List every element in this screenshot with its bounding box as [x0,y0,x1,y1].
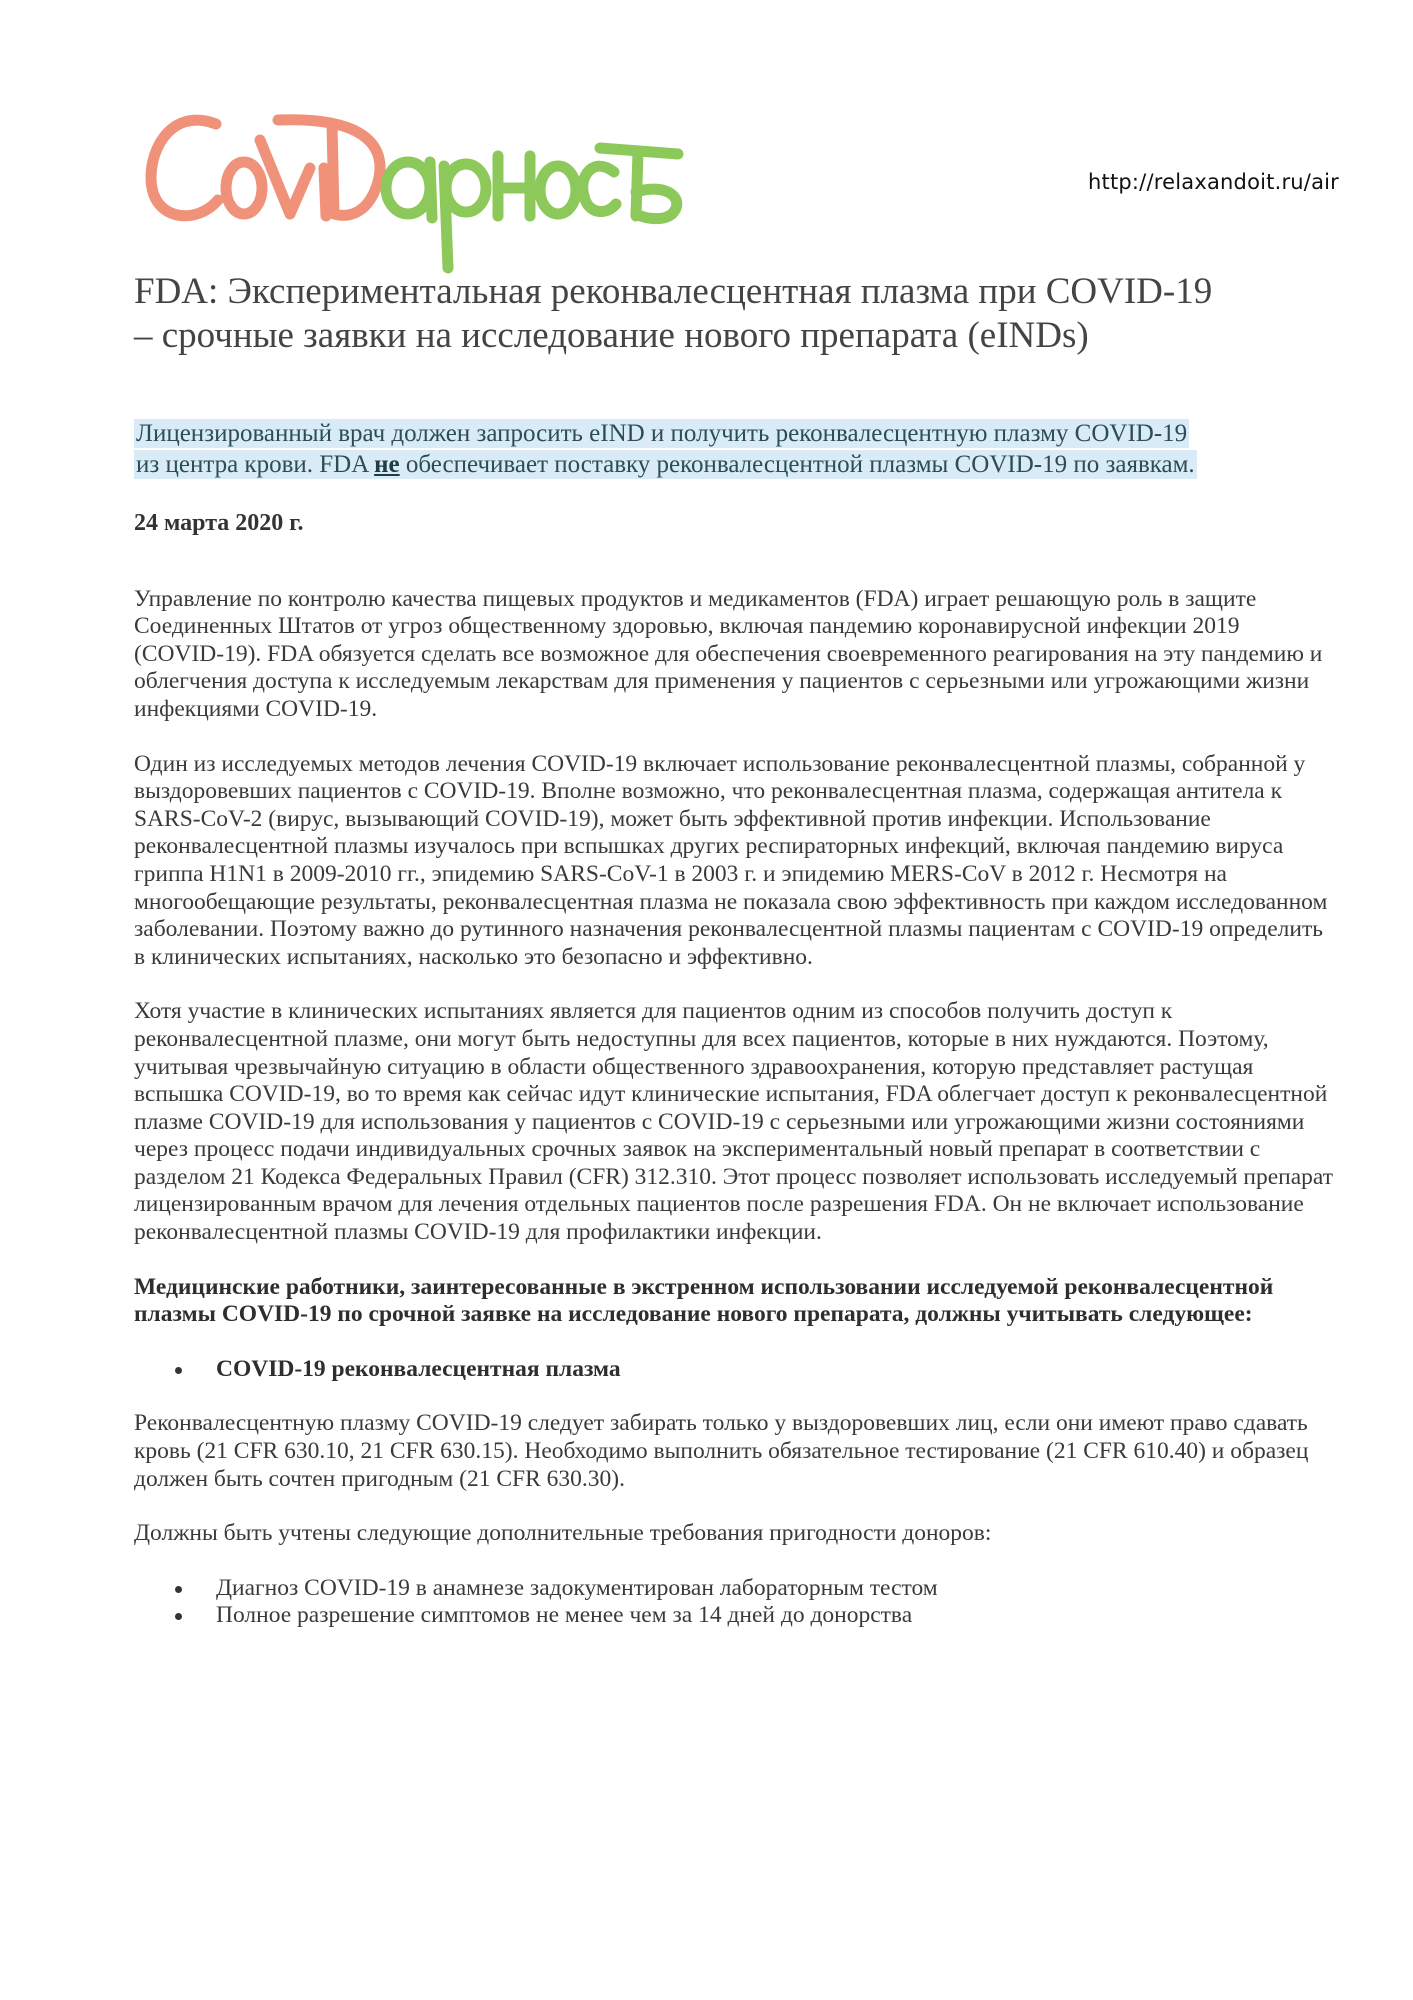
page-title [134,270,1334,358]
notice-line-2-end: обеспечивает поставку реконвалесцентной плазмы COVID-19 по заявкам. [399,451,1195,478]
section-bullet-list [134,1356,1334,1384]
donor-requirement-item: Полное разрешение симптомов не менее чем за 14 дней до донорства [216,1602,1334,1630]
paragraph-convalescent-plasma: Один из исследуемых методов лечения COVID-19 включает использование реконвалесцентной плазмы, собранной у выздоровевших пациентов с COVID-19. Вполне возможно, что реконвалесцентная плазма, содержащая антитела к SARS-CoV-2 (вирус, вызывающий COVID-19), может быть эффективной против инфекции. Использование реконвалесцентной плазмы изучалось при вспышках других респираторных инфекций, включая пандемию вируса гриппа H1N1 в 2009-2010 гг., эпидемию SARS-CoV-1 в 2003 г. и эпидемию MERS-CoV в 2012 г. Несмотря на многообещающие результаты, реконвалесцентная плазма не показала свою эффективность при каждом исследованном заболевании. Поэтому важно до рутинного назначения реконвалесцентной плазмы пациентам с COVID-19 определить в клинических испытаниях, насколько это безопасно и эффективно. [134,750,1328,970]
notice-line-1: Лицензированный врач должен запросить eIND и получить реконвалесцентную плазму COVID-19 [136,420,1188,447]
notice-emphasis: не [374,451,400,478]
paragraph-clinical-trials: Хотя участие в клинических испытаниях является для пациентов одним из способов получить доступ к реконвалесцентной плазме, они могут быть недоступны для всех пациентов, которые в них нуждаются. Поэтому, учитывая чрезвычайную ситуацию в области общественного здравоохранения, которую представляет растущая вспышка COVID-19, во то время как сейчас идут клинические испытания, FDA облегчает доступ к реконвалесцентной плазме COVID-19 для использования у пациентов с COVID-19 с серьезными или угрожающими жизни состояниями через процесс подачи индивидуальных срочных заявок на экспериментальный новый препарат в соответствии с разделом 21 Кодекса Федеральных Правил (CFR) 312.310. Этот процесс позволяет использовать исследуемый препарат лицензированным врачом для лечения отдельных пациентов после разрешения FDA. Он не включает использование реконвалесцентной плазмы COVID-19 для профилактики инфекции. [134,998,1334,1246]
publication-date: 24 марта 2020 г. [134,510,304,536]
paragraph-plasma-collection: Реконвалесцентную плазму COVID-19 следует забирать только у выздоровевших лиц, если они имеют право сдавать кровь (21 CFR 630.10, 21 CFR 630.15). Необходимо выполнить обязательное тестирование (21 CFR 610.40) и образец должен быть сочтен пригодным (21 CFR 630.30). [134,1410,1309,1492]
donor-requirements-intro: Должны быть учтены следующие дополнительные требования пригодности доноров: [134,1520,992,1547]
notice-line-2-start: из центра крови. FDA [136,451,375,478]
notice-line-2 [134,450,1197,479]
logo-graphic [138,96,698,276]
title-line-2: – срочные заявки на исследование нового препарата (eINDs) [134,315,1089,356]
title-line-1: FDA: Экспериментальная реконвалесцентная плазма при COVID-19 [134,271,1213,312]
document-body [134,510,1334,1657]
donor-requirements-list [134,1575,1334,1630]
section-bullet-item: COVID-19 реконвалесцентная плазма [216,1356,1334,1384]
covidarnost-logo [138,96,698,276]
highlighted-notice [134,418,1334,480]
paragraph-fda-role: Управление по контролю качества пищевых продуктов и медикаментов (FDA) играет решающую роль в защите Соединенных Штатов от угроз общественному здоровью, включая пандемию коронавирусной инфекции 2019 (COVID-19). FDA обязуется сделать все возможное для обеспечения своевременного реагирования на эту пандемию и облегчения доступа к исследуемым лекарствам для применения у пациентов с серьезными или угрожающими жизни инфекциями COVID-19. [134,585,1323,722]
section-lead-bold: Медицинские работники, заинтересованные в экстренном использовании исследуемой реконвалесцентной плазмы COVID-19 по срочной заявке на исследование нового препарата, должны учитывать следующее: [134,1273,1274,1328]
donor-requirement-item: Диагноз COVID-19 в анамнезе задокументирован лабораторным тестом [216,1575,1334,1603]
source-url[interactable]: http://relaxandoit.ru/air [1088,170,1340,194]
